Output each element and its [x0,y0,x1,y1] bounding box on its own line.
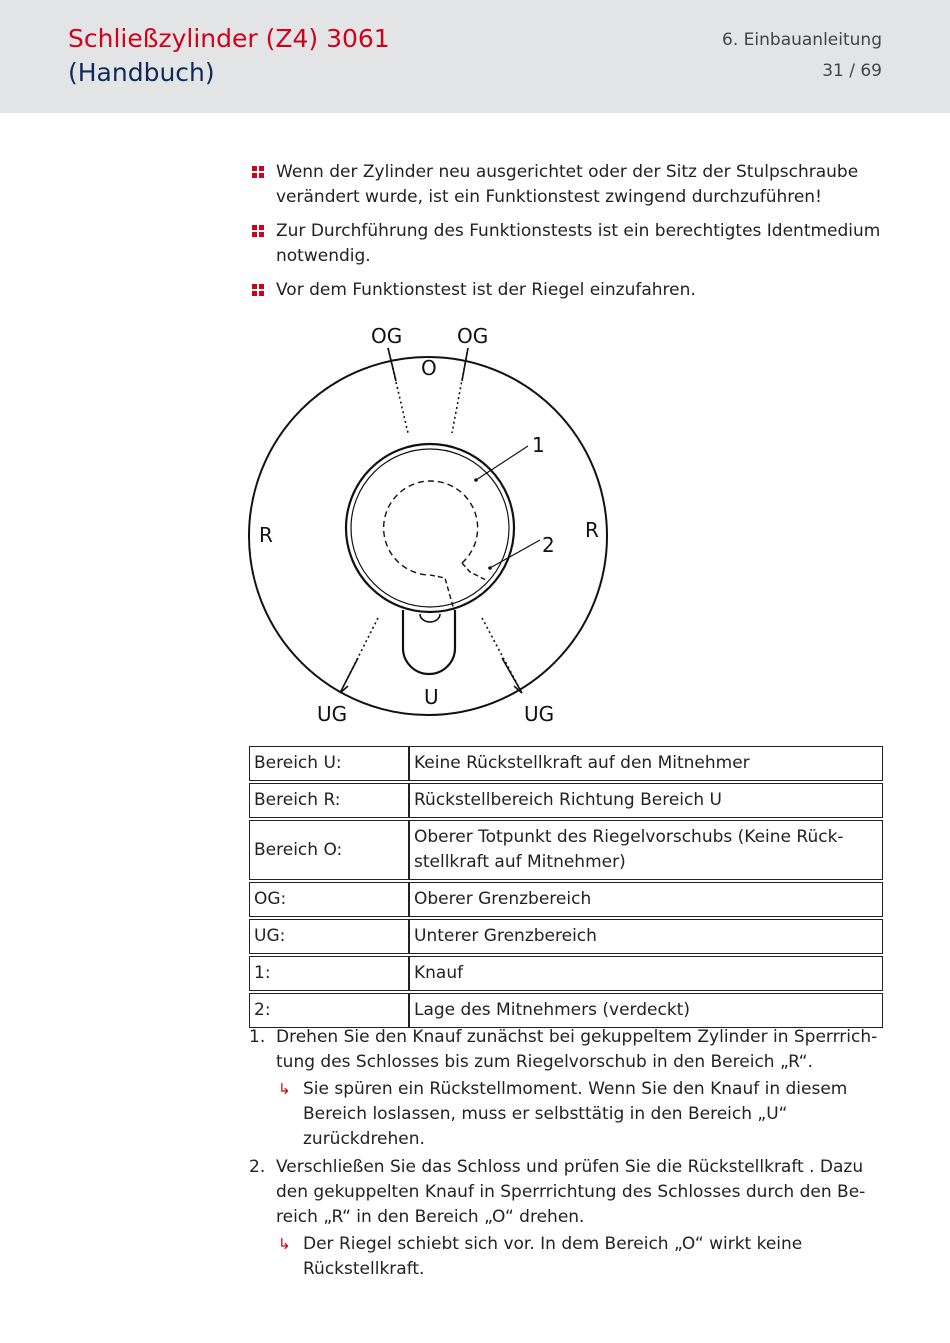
leader-dot-2 [488,566,492,570]
step-result-text: Der Riegel schiebt sich vor. In dem Bereich „O“ wirkt keine Rückstellkraft. [303,1234,803,1279]
chapter-label: 6. Einbauanleitung [722,30,882,50]
legend-key: OG: [249,882,409,917]
table-row [249,993,883,1028]
label-1: 1 [532,433,545,457]
notice-item [249,160,882,210]
step-text: Drehen Sie den Knauf zunächst bei gekuppeltem Zylinder in Sperrrich-tung des Schlosses bis zum Riegelvorschub in den Bereich „R“. [276,1027,878,1072]
legend-key: Bereich U: [249,746,409,781]
cylinder-rotation-diagram [240,318,620,728]
label-u: U [424,685,439,709]
table-row [249,956,883,991]
legend-value: Rückstellbereich Richtung Bereich U [409,783,883,818]
step-number: 2. [249,1157,266,1177]
step-result [276,1077,889,1152]
bullet-square-icon [252,225,264,237]
page-number: 31 / 69 [822,61,882,81]
legend-value: Oberer Totpunkt des Riegelvorschubs (Keine Rück-stellkraft auf Mitnehmer) [409,820,883,880]
legend-value: Unterer Grenzbereich [409,919,883,954]
table-row [249,820,883,880]
legend-value: Lage des Mitnehmers (verdeckt) [409,993,883,1028]
leader-dot-1 [474,478,478,482]
step-text: Verschließen Sie das Schloss und prüfen Sie die Rückstellkraft . Dazu den gekuppelten Knauf in Sperrrichtung des Schlosses durch den Be-reich „R“ in den Bereich „O“ drehen. [276,1157,866,1227]
step-result [276,1232,889,1282]
label-r-left: R [259,523,273,547]
arrow-right-hook-icon: ↳ [278,1235,291,1253]
table-row [249,783,883,818]
page-header [0,0,950,113]
driver-cam [430,563,486,610]
table-row [249,746,883,781]
instruction-steps [249,1025,889,1285]
notice-list [249,160,882,303]
legend-key: 2: [249,993,409,1028]
legend-table [249,744,883,1030]
legend-value: Knauf [409,956,883,991]
legend-key: Bereich R: [249,783,409,818]
ug-right-arrow [502,658,522,693]
label-ug-right: UG [524,702,555,726]
legend-key: Bereich O: [249,820,409,880]
step-result-text: Sie spüren ein Rückstellmoment. Wenn Sie den Knauf in diesem Bereich loslassen, muss er selbsttätig in den Bereich „U“ zurückdrehen. [303,1079,848,1149]
leader-line-2 [490,540,540,568]
notice-item [249,219,882,269]
og-left-arrow [388,348,396,381]
label-o: O [421,356,437,380]
og-right-arrow [462,348,468,381]
label-og-left: OG [371,324,403,348]
bullet-square-icon [252,284,264,296]
knob-inner-circle [351,449,509,607]
step-item [249,1155,889,1282]
notice-text: Zur Durchführung des Funktionstests ist ein berechtigtes Identmedium notwendig. [276,221,881,266]
legend-key: UG: [249,919,409,954]
notice-text: Wenn der Zylinder neu ausgerichtet oder der Sitz der Stulpschraube verändert wurde, ist ein Funktionstest zwingend durchzuführen! [276,162,859,207]
step-item [249,1025,889,1152]
legend-key: 1: [249,956,409,991]
knob-slot-notch [420,614,440,622]
arrow-right-hook-icon: ↳ [278,1080,291,1098]
document-title-line1: Schließzylinder (Z4) 3061 [68,24,390,53]
label-r-right: R [585,518,599,542]
notice-text: Vor dem Funktionstest ist der Riegel einzufahren. [276,280,696,300]
label-ug-left: UG [317,702,348,726]
knob-outer-circle [346,444,514,612]
label-2: 2 [542,533,555,557]
main-content [249,160,882,312]
legend-value: Oberer Grenzbereich [409,882,883,917]
label-og-right: OG [457,324,489,348]
ug-left-arrow [340,658,358,693]
document-title [68,22,390,90]
bullet-square-icon [252,166,264,178]
driver-dashed-circle [384,481,478,575]
legend-value: Keine Rückstellkraft auf den Mitnehmer [409,746,883,781]
knob-slot [403,610,455,674]
notice-item [249,278,882,303]
table-row [249,882,883,917]
diagram-svg [240,318,620,728]
document-title-line2: (Handbuch) [68,58,215,87]
table-row [249,919,883,954]
step-number: 1. [249,1027,266,1047]
